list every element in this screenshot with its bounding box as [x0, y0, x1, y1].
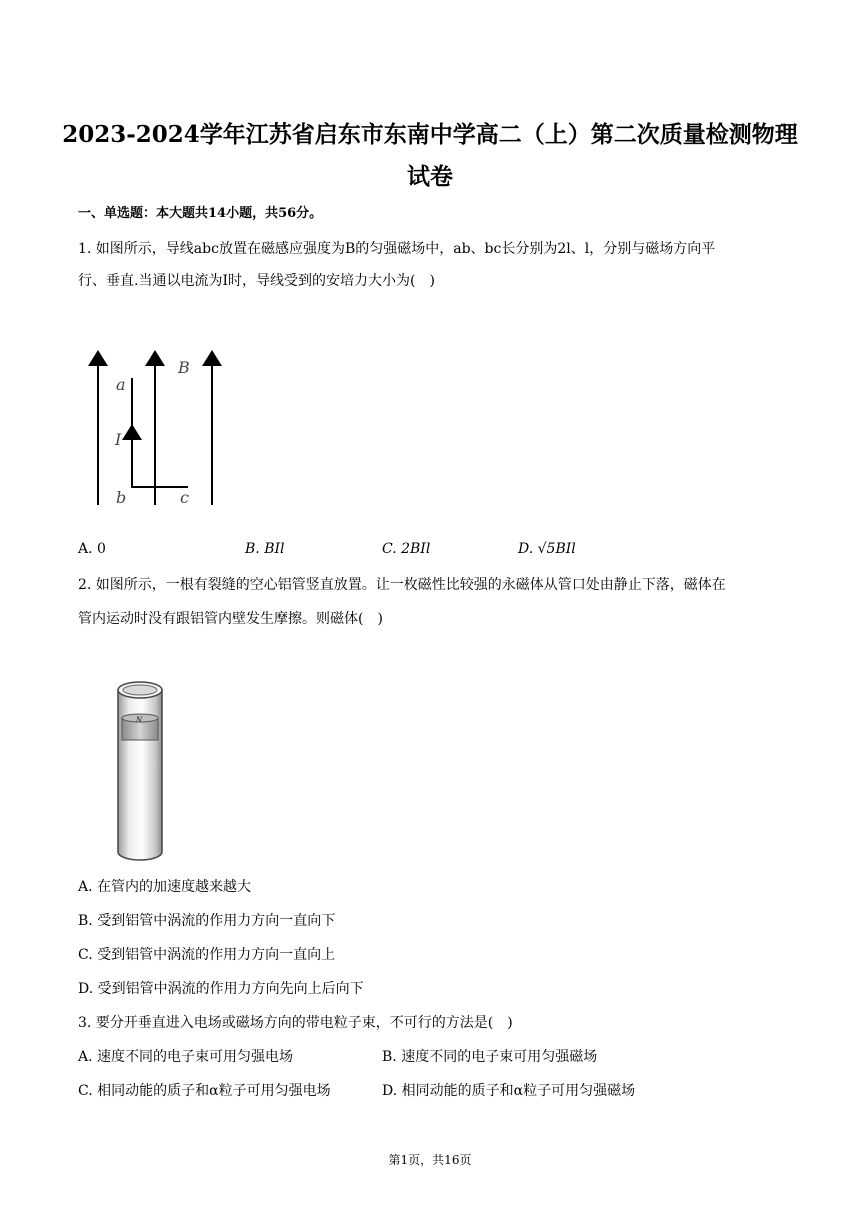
exam-title-line2: 试卷 [407, 163, 453, 190]
q3-option-d: D. 相同动能的质子和α粒子可用匀强磁场 [382, 1083, 636, 1099]
q1-option-d: D. √5BIl [518, 541, 576, 557]
q3-option-a: A. 速度不同的电子束可用匀强电场 [78, 1049, 294, 1065]
section-heading: 一、单选题：本大题共14小题，共56分。 [78, 206, 323, 221]
q1-option-c: C. 2BIl [382, 541, 431, 557]
exam-title-line1: 2023-2024学年江苏省启东市东南中学高二（上）第二次质量检测物理 [62, 121, 798, 148]
q1-option-a: A. 0 [78, 541, 106, 557]
label-B: B [178, 358, 190, 377]
q1-stem-line2: 行、垂直.当通以电流为I时，导线受到的安培力大小为( ) [78, 273, 435, 289]
q2-option-b: B. 受到铝管中涡流的作用力方向一直向下 [78, 913, 336, 929]
q3-option-c: C. 相同动能的质子和α粒子可用匀强电场 [78, 1083, 331, 1099]
label-a: a [116, 375, 126, 394]
tube-inner-rim [123, 685, 157, 695]
q2-stem-line1: 2. 如图所示，一根有裂缝的空心铝管竖直放置。让一枚磁性比较强的永磁体从管口处由静止下落，磁体在 [78, 577, 726, 593]
q3-stem-line1: 3. 要分开垂直进入电场或磁场方向的带电粒子束，不可行的方法是( ) [78, 1015, 513, 1031]
q1-stem-line1: 1. 如图所示，导线abc放置在磁感应强度为B的匀强磁场中，ab、bc长分别为2l、l，分别与磁场方向平 [78, 241, 716, 257]
label-b: b [116, 488, 127, 507]
magnet-label-n: N [136, 716, 143, 724]
q1-magnetic-field-figure [88, 350, 228, 510]
q2-option-a: A. 在管内的加速度越来越大 [78, 879, 252, 895]
q1-option-b: B. BIl [245, 541, 285, 557]
label-c: c [180, 488, 189, 507]
q2-aluminum-tube-figure [110, 676, 170, 866]
wire-abc [132, 378, 188, 487]
label-I: I [115, 430, 122, 449]
q2-option-c: C. 受到铝管中涡流的作用力方向一直向上 [78, 947, 336, 963]
q2-option-d: D. 受到铝管中涡流的作用力方向先向上后向下 [78, 981, 364, 997]
page-footer: 第1页，共16页 [388, 1153, 472, 1167]
q2-stem-line2: 管内运动时没有跟铝管内壁发生摩擦。则磁体( ) [78, 611, 383, 627]
q3-option-b: B. 速度不同的电子束可用匀强磁场 [382, 1049, 598, 1065]
